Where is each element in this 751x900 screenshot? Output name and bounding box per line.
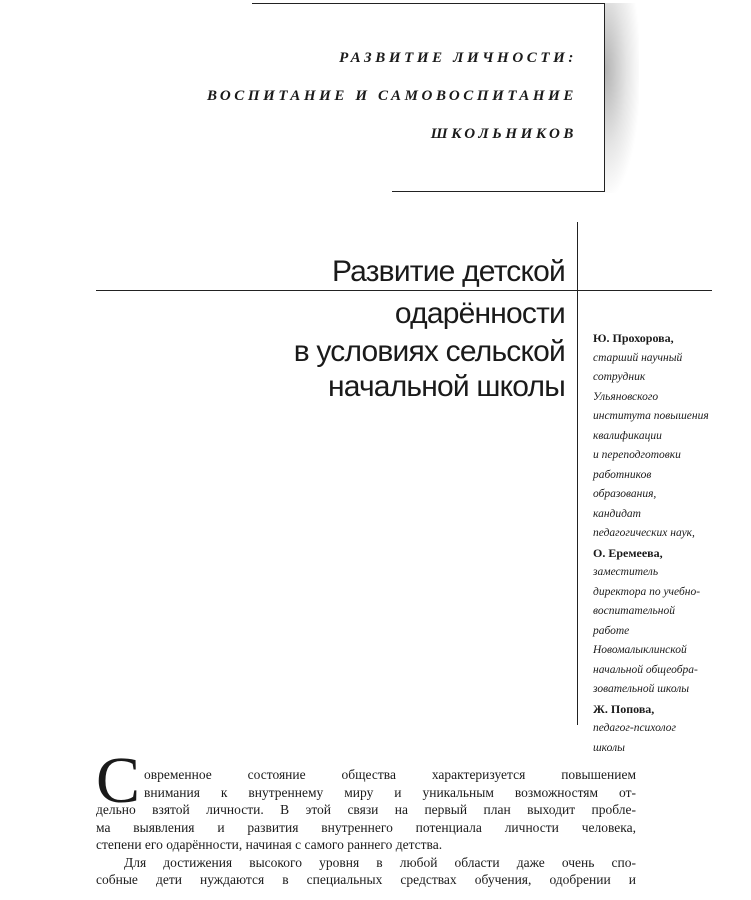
author-affiliation-line: педагог-психолог	[593, 722, 676, 734]
article-title-line: одарённости	[394, 297, 565, 330]
author-affiliation-line: воспитательной	[593, 605, 675, 617]
author-affiliation-line: и переподготовки	[593, 449, 681, 461]
author-affiliation-line: института повышения	[593, 410, 709, 422]
author-affiliation-line: сотрудник	[593, 371, 646, 383]
authors-vertical-rule	[577, 222, 578, 725]
body-line: ма выявления и развития внутреннего потенциала личности человека,	[96, 819, 636, 835]
body-paragraph-continued	[96, 801, 636, 854]
author-affiliation-line: образования,	[593, 488, 657, 500]
article-title-line: начальной школы	[327, 370, 565, 403]
body-line: Для достижения высокого уровня в любой области даже очень спо-	[124, 854, 636, 870]
author-affiliation-line: зовательной школы	[593, 683, 690, 695]
section-heading-line: РАЗВИТИЕ ЛИЧНОСТИ:	[339, 50, 577, 66]
section-heading-line: ШКОЛЬНИКОВ	[430, 126, 577, 142]
body-paragraph	[96, 766, 636, 801]
author-affiliation-line: школы	[593, 741, 625, 754]
body-line: дельно взятой личности. В этой связи на первый план выходит пробле-	[96, 802, 636, 817]
author-name: Ж. Попова,	[593, 701, 655, 716]
author-affiliation-line: Новомалыклинской	[593, 644, 687, 656]
author-name: О. Еремеева,	[593, 545, 663, 560]
author-affiliation-line: работе	[593, 624, 630, 637]
header-box-shadow	[605, 3, 639, 193]
author-affiliation-line: заместитель	[593, 566, 659, 578]
body-line: внимания к внутреннему миру и уникальным возможностям от-	[144, 784, 636, 800]
author-affiliation-line: квалификации	[593, 429, 662, 442]
header-box-bottom-border	[392, 191, 605, 192]
author-list	[593, 329, 743, 758]
title-horizontal-rule	[96, 290, 712, 291]
body-line-last: степени его одарённости, начиная с самого раннего детства.	[96, 837, 443, 852]
article-title-line: Развитие детской	[331, 255, 565, 288]
author-affiliation-line: педагогических наук,	[593, 527, 695, 539]
author-affiliation-line: старший научный	[593, 351, 683, 364]
dropcap-letter: С	[96, 744, 141, 817]
body-line: овременное состояние общества характеризуется повышением	[144, 767, 636, 782]
author-affiliation-line: Ульяновского	[593, 390, 659, 403]
body-line: собные дети нуждаются в специальных средствах обучения, одобрении и	[96, 872, 636, 887]
author-affiliation-line: директора по учебно-	[593, 585, 701, 598]
author-affiliation-line: начальной общеобра-	[593, 663, 698, 676]
header-box-right-border	[604, 3, 605, 192]
author-affiliation-line: кандидат	[593, 507, 641, 520]
header-box-top-border	[252, 3, 604, 4]
author-name: Ю. Прохорова,	[593, 331, 674, 345]
body-paragraph	[96, 854, 636, 889]
author-affiliation-line: работников	[593, 468, 652, 481]
article-title-line: в условиях сельской	[293, 335, 565, 368]
section-heading-line: ВОСПИТАНИЕ И САМОВОСПИТАНИЕ	[206, 88, 577, 104]
